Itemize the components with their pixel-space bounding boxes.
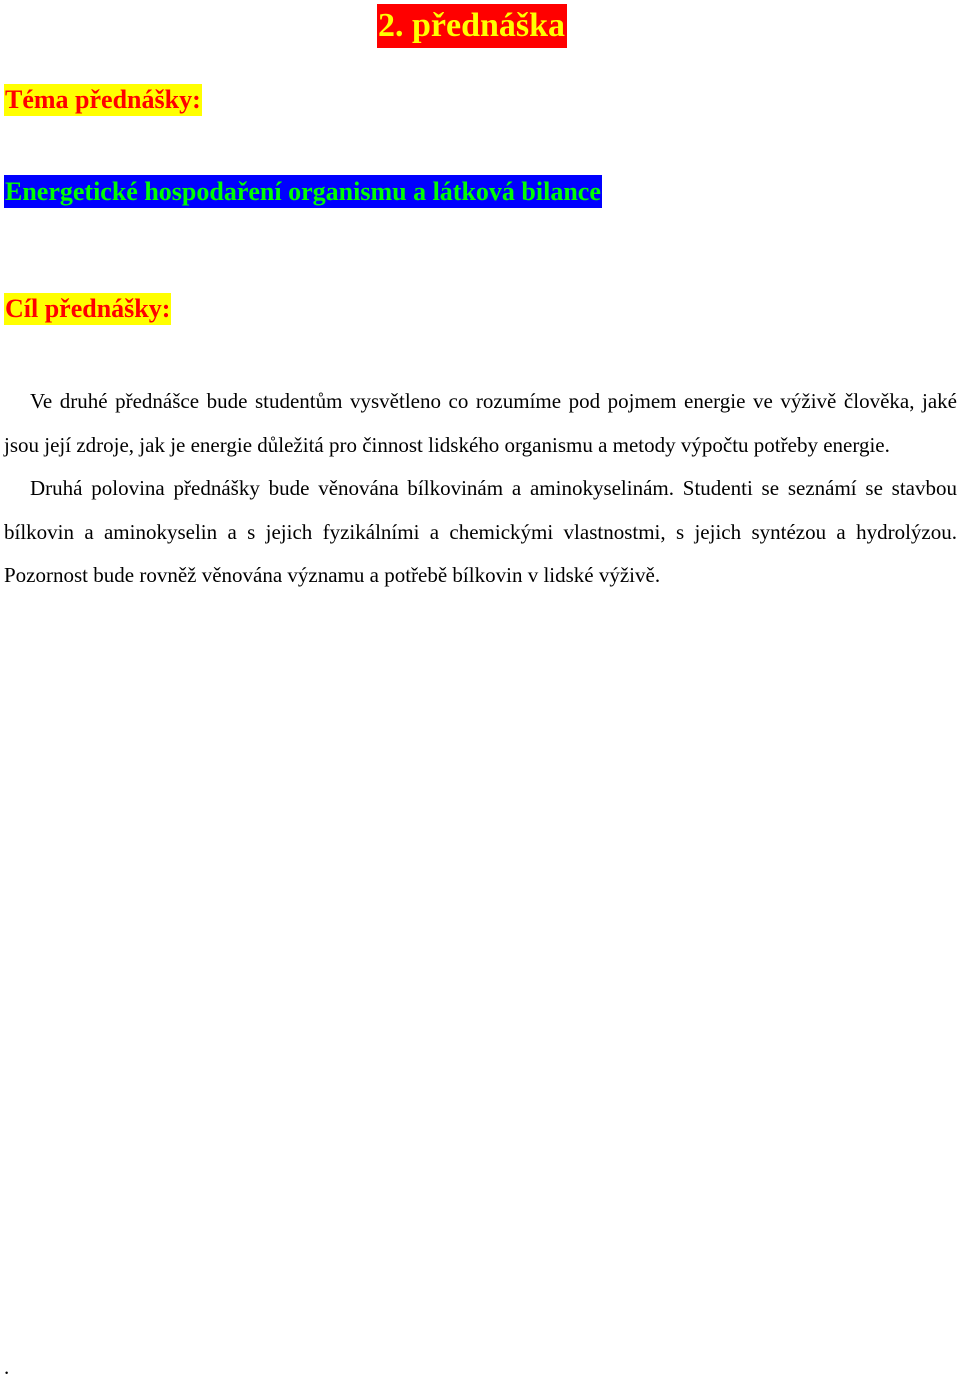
topic-label: Téma přednášky: xyxy=(5,85,201,114)
topic-text: Energetické hospodaření organismu a látková bilance xyxy=(5,177,601,206)
goal-body xyxy=(4,380,957,598)
goal-label: Cíl přednášky: xyxy=(5,294,171,323)
goal-paragraph: Druhá polovina přednášky bude věnována bílkovinám a aminokyselinám. Studenti se seznámí se stavbou bílkovin a aminokyselin a s jejich fyzikálními a chemickými vlastnostmi, s jejich syntézou a hydrolýzou. Pozornost bude rovněž věnována významu a potřebě bílkovin v lidské výživě. xyxy=(4,476,957,587)
lecture-title: 2. přednáška xyxy=(377,4,567,48)
goal-paragraph: Ve druhé přednášce bude studentům vysvětleno co rozumíme pod pojmem energie ve výživě člověka, jaké jsou její zdroje, jak je energie důležitá pro činnost lidského organismu a metody výpočtu potřeby energie. xyxy=(4,389,957,457)
trailing-text: . xyxy=(4,1355,10,1379)
